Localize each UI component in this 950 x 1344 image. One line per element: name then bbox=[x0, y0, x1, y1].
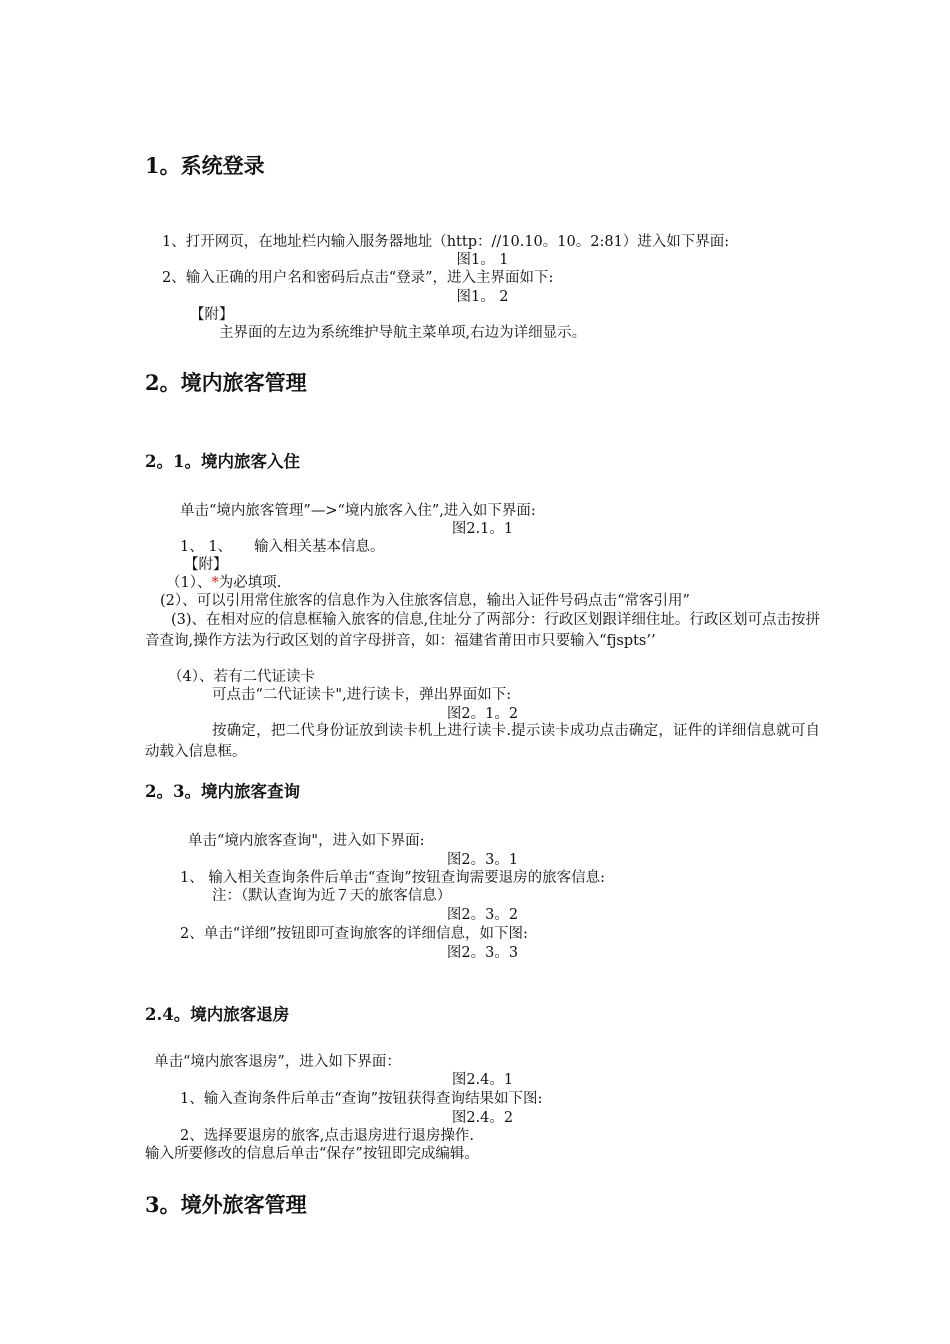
s23-figure-caption-2: 图2。3。2 bbox=[446, 907, 519, 923]
s1-note-text: 主界面的左边为系统维护导航主菜单项,右边为详细显示。 bbox=[219, 325, 587, 341]
s21-intro: 单击“境内旅客管理”—>“境内旅客入住”,进入如下界面: bbox=[180, 503, 536, 519]
section-2-1-title: 2。1。境内旅客入住 bbox=[145, 452, 300, 471]
s24-step-2: 2、选择要退房的旅客,点击退房进行退房操作. bbox=[180, 1128, 474, 1144]
s21-item-4: （4）、若有二代证读卡 bbox=[168, 669, 315, 685]
section-2-3-title: 2。3。境内旅客查询 bbox=[145, 782, 300, 801]
s21-note-label: 【附】 bbox=[184, 557, 228, 573]
s24-figure-caption-2: 图2.4。2 bbox=[451, 1110, 514, 1126]
s23-figure-caption-1: 图2。3。1 bbox=[446, 852, 519, 868]
s1-figure-caption-2: 图1。 2 bbox=[456, 289, 509, 305]
s1-step-2: 2、输入正确的用户名和密码后点击“登录”，进入主界面如下: bbox=[162, 270, 554, 286]
s23-intro: 单击“境内旅客查询"，进入如下界面: bbox=[188, 833, 425, 849]
s21-step-1 bbox=[180, 538, 385, 556]
s21-item-3: (3)、在相对应的信息框输入旅客的信息,住址分了两部分：行政区划跟详细住址。行政区划可点击按拼音查询,操作方法为行政区划的首字母拼音，如：福建省莆田市只要输入“fjspts’’ bbox=[145, 612, 820, 649]
s21-item-4-confirm: 按确定，把二代身份证放到读卡机上进行读卡.提示读卡成功点击确定，证件的详细信息就可自动载入信息框。 bbox=[145, 723, 820, 760]
s21-item-2: (2）、可以引用常住旅客的信息作为入住旅客信息，输出入证件号码点击“常客引用” bbox=[160, 593, 690, 609]
section-1-title: 1。系统登录 bbox=[145, 153, 265, 178]
s21-item-1 bbox=[166, 574, 281, 592]
s21-step-1-text: 输入相关基本信息。 bbox=[254, 539, 385, 555]
s21-figure-caption-1: 图2.1。1 bbox=[451, 521, 514, 537]
section-2-4-title: 2.4。境内旅客退房 bbox=[145, 1005, 290, 1024]
s21-item-1-text: 为必填项. bbox=[218, 575, 282, 591]
s23-step-1: 1、 输入相关查询条件后单击“查询”按钮查询需要退房的旅客信息: bbox=[180, 870, 606, 886]
section-3-title: 3。境外旅客管理 bbox=[145, 1192, 307, 1217]
section-2-title: 2。境内旅客管理 bbox=[145, 370, 307, 395]
s1-figure-caption-1: 图1。 1 bbox=[456, 252, 509, 268]
required-asterisk: * bbox=[211, 575, 219, 591]
s1-note-label: 【附】 bbox=[190, 307, 234, 323]
s24-figure-caption-1: 图2.4。1 bbox=[451, 1072, 514, 1088]
s21-step-1-prefix: 1、 1、 bbox=[180, 539, 233, 555]
s1-step-1: 1、打开网页，在地址栏内输入服务器地址（http：//10.10。10。2:81）进入如下界面: bbox=[162, 234, 730, 250]
s23-step-2: 2、单击“详细”按钮即可查询旅客的详细信息，如下图: bbox=[180, 926, 528, 942]
s24-intro: 单击“境内旅客退房”，进入如下界面： bbox=[154, 1054, 401, 1070]
s21-item-1-prefix: （1）、 bbox=[166, 575, 212, 591]
s21-item-4-sub: 可点击“二代证读卡",进行读卡，弹出界面如下: bbox=[212, 687, 512, 703]
s23-figure-caption-3: 图2。3。3 bbox=[446, 945, 519, 961]
s24-step-1: 1、输入查询条件后单击“查询”按钮获得查询结果如下图: bbox=[180, 1091, 543, 1107]
s21-figure-caption-2: 图2。1。2 bbox=[446, 706, 519, 722]
s23-step-1-note: 注：（默认查询为近７天的旅客信息） bbox=[212, 888, 452, 904]
s24-final-note: 输入所要修改的信息后单击“保存”按钮即完成编辑。 bbox=[145, 1146, 479, 1162]
